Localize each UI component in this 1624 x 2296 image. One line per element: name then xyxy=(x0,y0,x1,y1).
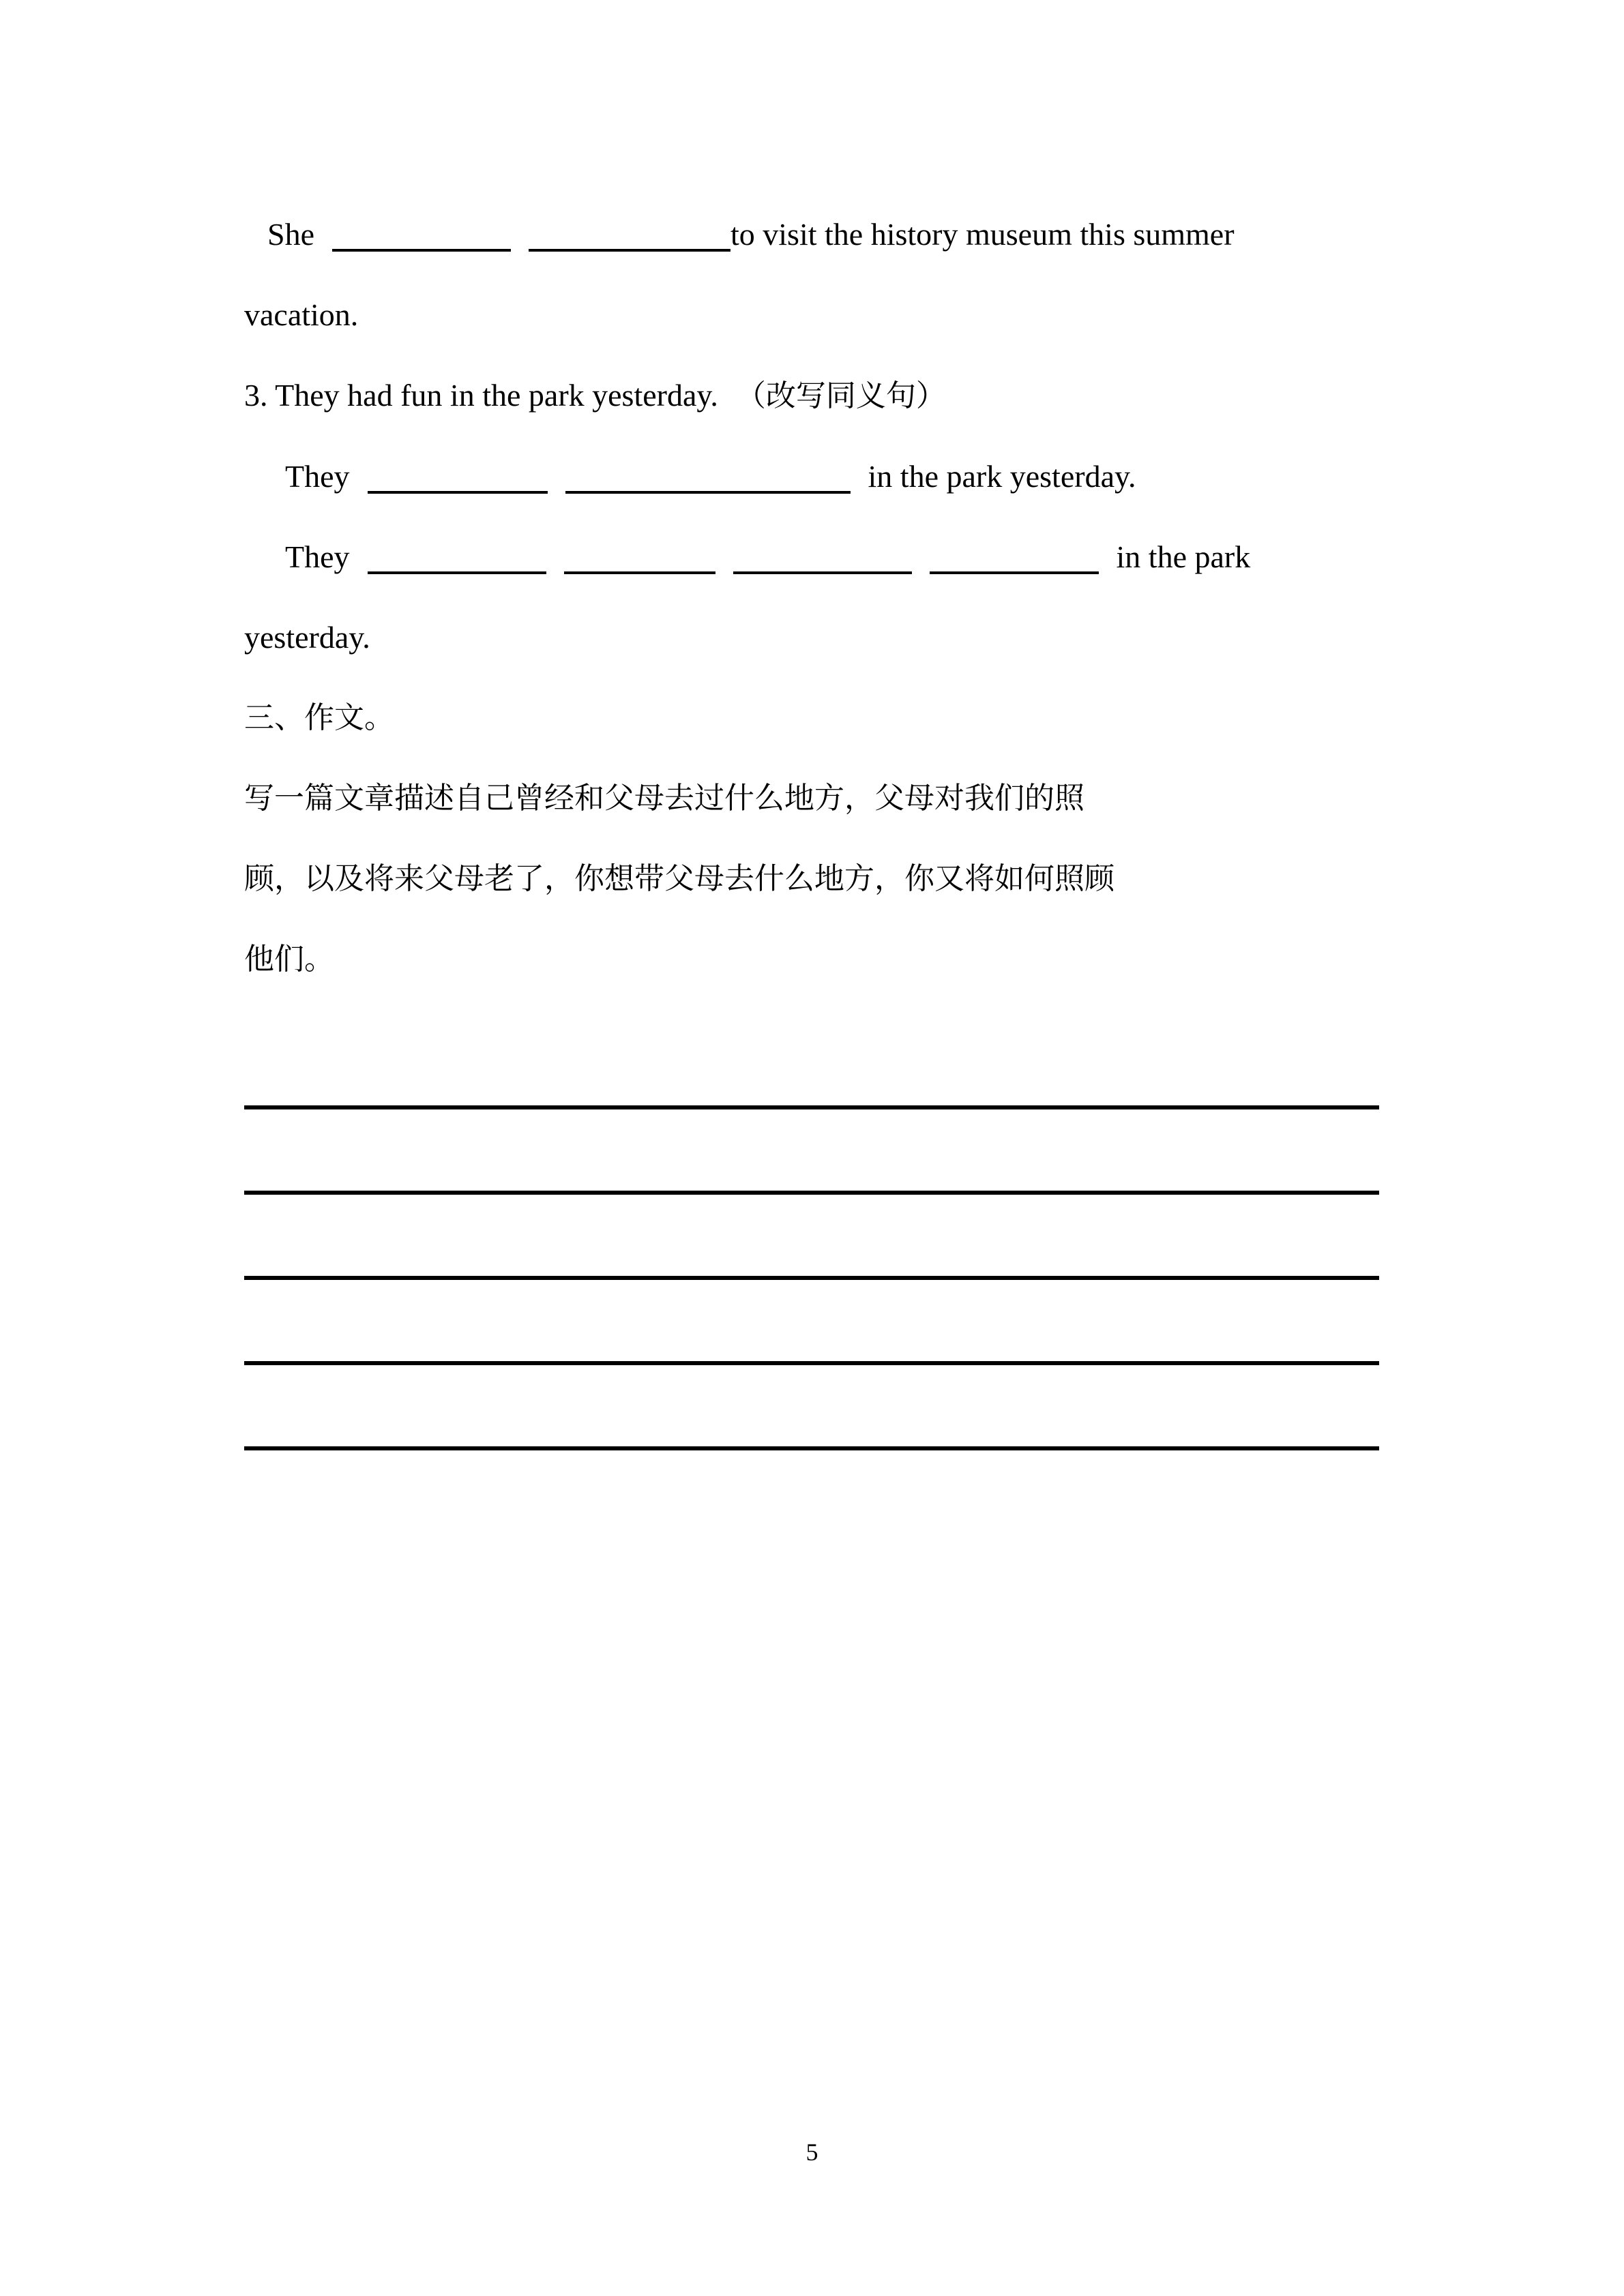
q3-instruction-chinese: （改写同义句） xyxy=(735,378,946,413)
answer-blank-q3b-1[interactable] xyxy=(368,543,546,574)
composition-prompt-line-2: 顾，以及将来父母老了，你想带父母去什么地方，你又将如何照顾 xyxy=(244,861,1114,896)
answer-blank-q3a-2[interactable] xyxy=(565,462,851,494)
question-content xyxy=(244,194,1378,1000)
q3a-prefix-text: They xyxy=(285,459,350,494)
q3a-suffix-text: in the park yesterday. xyxy=(868,459,1136,494)
q3-answer-line-a xyxy=(244,436,1378,517)
writing-rule-4[interactable] xyxy=(244,1347,1379,1432)
q3b-prefix-text: They xyxy=(285,539,350,574)
composition-answer-area xyxy=(244,1091,1379,1517)
answer-blank-q3b-3[interactable] xyxy=(733,543,912,574)
answer-blank-q2-1[interactable] xyxy=(332,220,511,252)
q3-answer-line-b-continued: yesterday. xyxy=(244,620,370,655)
composition-prompt-line-1: 写一篇文章描述自己曾经和父母去过什么地方，父母对我们的照 xyxy=(244,781,1084,816)
q3b-suffix-text: in the park xyxy=(1116,539,1251,574)
page-number: 5 xyxy=(806,2138,818,2166)
answer-blank-q3a-1[interactable] xyxy=(368,462,548,494)
writing-rule-3[interactable] xyxy=(244,1262,1379,1347)
composition-prompt-line-3: 他们。 xyxy=(244,942,334,976)
answer-blank-q3b-2[interactable] xyxy=(564,543,715,574)
writing-rule-5[interactable] xyxy=(244,1432,1379,1517)
answer-blank-q3b-4[interactable] xyxy=(930,543,1099,574)
answer-blank-q2-2[interactable] xyxy=(529,220,730,252)
q2-answer-line-1 xyxy=(244,194,1378,275)
q3-answer-line-b xyxy=(244,517,1378,597)
writing-rule-1[interactable] xyxy=(244,1091,1379,1176)
q2-answer-line-2: vacation. xyxy=(244,297,359,332)
section-three-heading: 三、作文。 xyxy=(244,700,394,735)
writing-rule-2[interactable] xyxy=(244,1176,1379,1262)
q2-prefix-text: She xyxy=(267,217,314,252)
q3-question-line xyxy=(244,355,1378,436)
q3-sentence: 3. They had fun in the park yesterday. xyxy=(244,378,718,413)
q2-suffix-text: to visit the history museum this summer xyxy=(730,217,1235,252)
